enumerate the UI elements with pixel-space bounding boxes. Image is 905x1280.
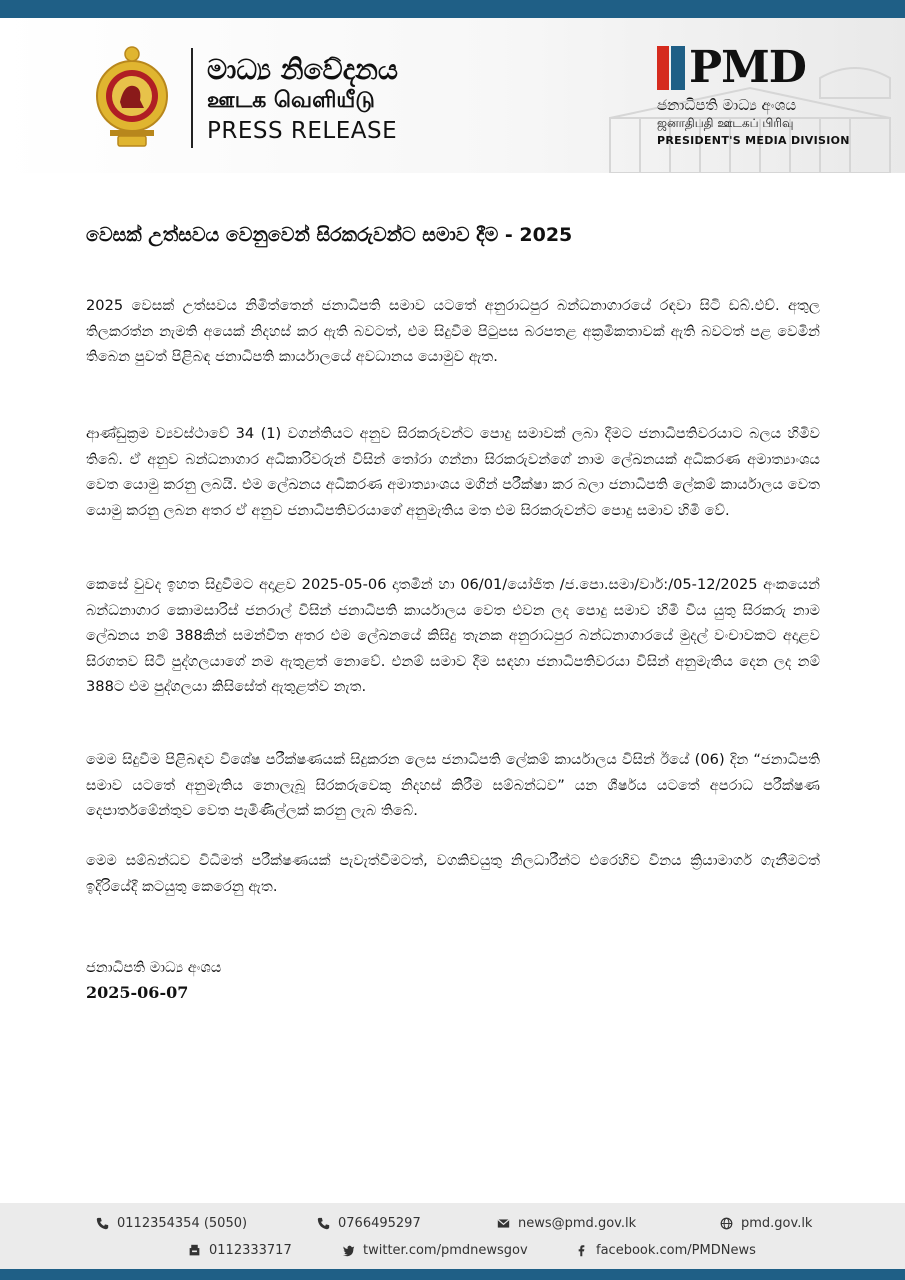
pmd-name-tamil: ஜனாதிபதி ஊடகப் பிரிவு <box>657 116 794 130</box>
top-color-bar <box>0 0 905 18</box>
paragraph-4: මෙම සිදුවීම පිළිබඳව විශේෂ පරීක්ෂණයක් සිදුකරන ලෙස ජනාධිපති ලේකම් කාර්යාලය විසින් ඊයේ (06) දින “ජනාධිපති සමාව යටතේ අනුමැතිය නොලැබූ සිරකරුවෙකු නිදහස් කිරීම සම්බන්ධව” යන ශීර්ෂය යටතේ අපරාධ පරීක්ෂණ දෙපාර්තමේන්තුව වෙත පැමිණිල්ලක් කරනු ලැබ තිබේ. <box>86 751 820 819</box>
release-date: 2025-06-07 <box>86 983 189 1002</box>
footer-fax <box>188 1243 292 1258</box>
contact-footer <box>0 1203 905 1269</box>
mobile-number: 0766495297 <box>338 1216 421 1231</box>
signature-block <box>86 955 221 1005</box>
website-url[interactable]: pmd.gov.lk <box>741 1216 813 1231</box>
paragraph-2: ආණ්ඩුක්‍රම ව්‍යවස්ථාවේ 34 (1) වගන්තියට අනුව සිරකරුවන්ට පොදු සමාවක් ලබා දීමට ජනාධිපතිවරයාට බලය හිමිව තිබේ. ඒ අනුව බන්ධනාගාර අධිකාරිවරුන් විසින් තෝරා ගන්නා සිරකරුවන්ගේ නාම ලේඛනයක් අධිකරණ අමාත්‍යාංශය වෙත යොමු කරනු ලබයි. එම ලේඛනය අධිකරණ අමාත්‍යාංශය මගින් පරීක්ෂා කර බලා ජනාධිපති ලේකම් කාර්යාලය වෙත යොමු කරනු ලබන අතර ඒ අනුව ජනාධිපතිවරයාගේ අනුමැතිය මත එම සිරකරුවන්ට පොදු සමාව හිමි වේ. <box>86 425 820 519</box>
footer-phone <box>96 1216 247 1231</box>
globe-icon <box>720 1217 733 1230</box>
paragraph-1: 2025 වෙසක් උත්සවය නිමිත්තෙන් ජනාධිපති සමාව යටතේ අනුරාධපුර බන්ධනාගාරයේ රඳවා සිටි ඩබ්.එච්. අතුල තිලකරත්න නැමති අයෙක් නිදහස් කර ඇති බවටත්, එම සිදුවීම පිටුපස බරපතළ අක්‍රමිකතාවක් ඇති බවටත් පළ වෙමින් තිබෙන පුවත් පිළිබඳ ජනාධිපති කාර්යාලයේ අවධානය යොමුව ඇත. <box>86 297 820 365</box>
letterhead <box>0 18 905 173</box>
email-address[interactable]: news@pmd.gov.lk <box>518 1216 637 1231</box>
mobile-phone-icon <box>317 1217 330 1230</box>
fax-icon <box>188 1244 201 1257</box>
sri-lanka-emblem-icon <box>94 44 170 150</box>
paragraph-3: කෙසේ වුවද ඉහත සිදුවීමට අදාළව 2025-05-06 දාතමින් හා 06/01/යෝජිත /ජ.පො.සමා/වාර්:/05-12/2025 අංකයෙන් බන්ධනාගාර කොමසාරිස් ජනරාල් විසින් ජනාධිපති කාර්යාලය වෙත එවන ලද පොදු සමාව හිමි විය යුතු සිරකරු නාම ලේඛනය නම් 388කින් සමන්විත අතර එම ලේඛනයේ කිසිදු තැනක අනුරාධපුර බන්ධනාගාරයේ මුදල් වංචාවකට අදාළව සිරගතව සිටි පුද්ගලයාගේ නම ඇතුළත් නොවේ. එනම් සමාව දීම සඳහා ජනාධිපතිවරයා විසින් අනුමැතිය දෙන ලද නම් 388ට එම පුද්ගලයා කිසිසේත් ඇතුළත්ව නැත. <box>86 576 820 695</box>
title-english: PRESS RELEASE <box>207 118 398 144</box>
pmd-logo-text: PMD <box>689 42 806 93</box>
paragraph-5: මෙම සම්බන්ධව විධිමත් පරීක්ෂණයක් පැවැත්වීමටත්, වගකිවයුතු නිලධාරීන්ට එරෙහිව විනය ක්‍රියාමාර්ග ගැනීමටත් ඉදිරියේදී කටයුතු කෙරෙනු ඇත. <box>86 852 820 895</box>
pmd-mark-icon <box>657 46 685 90</box>
facebook-icon <box>575 1244 588 1257</box>
footer-mobile <box>317 1216 421 1231</box>
bottom-color-bar <box>0 1269 905 1280</box>
phone-number: 0112354354 (5050) <box>117 1216 248 1231</box>
footer-email[interactable] <box>497 1216 636 1231</box>
title-sinhala: මාධ්‍ය නිවේදනය <box>207 53 398 86</box>
title-tamil: ஊடக வெளியீடு <box>207 88 375 113</box>
facebook-page[interactable]: facebook.com/PMDNews <box>596 1243 756 1258</box>
twitter-handle[interactable]: twitter.com/pmdnewsgov <box>363 1243 528 1258</box>
header-divider <box>191 48 193 148</box>
pmd-logo <box>657 42 850 93</box>
document-title: වෙසක් උත්සවය වෙනුවෙන් සිරකරුවන්ට සමාව දීම - 2025 <box>86 224 573 246</box>
pmd-branding <box>657 42 850 147</box>
fax-number: 0112333717 <box>209 1243 292 1258</box>
press-release-title <box>207 53 398 144</box>
signature-office: ජනාධිපති මාධ්‍ය අංශය <box>86 959 222 976</box>
email-icon <box>497 1217 510 1230</box>
footer-facebook[interactable] <box>575 1243 756 1258</box>
twitter-icon <box>342 1244 355 1257</box>
footer-twitter[interactable] <box>342 1243 528 1258</box>
pmd-name-sinhala: ජනාධිපති මාධ්‍ය අංශය <box>657 96 797 114</box>
footer-website[interactable] <box>720 1216 812 1231</box>
pmd-name-english: PRESIDENT'S MEDIA DIVISION <box>657 134 850 147</box>
phone-icon <box>96 1217 109 1230</box>
